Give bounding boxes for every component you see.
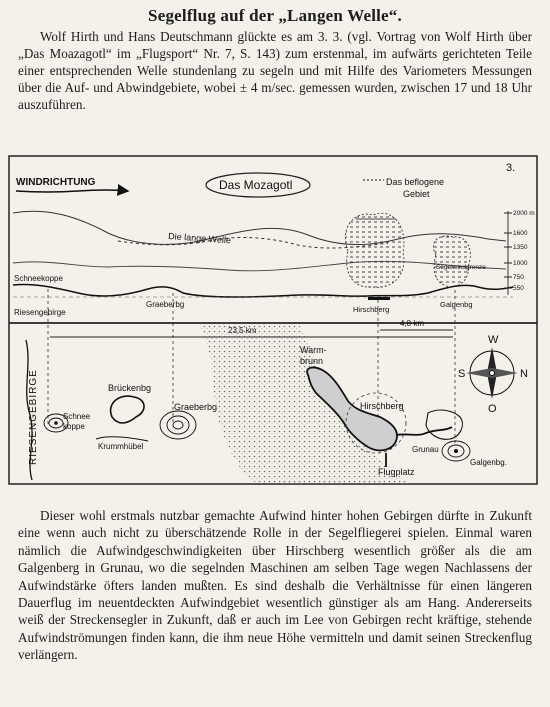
label-galgenbg-profile: Galgenbg [440, 300, 473, 309]
compass-s: O [488, 403, 497, 415]
wave-line-middle [13, 261, 506, 270]
label-krummhuebel: Krummhübel [98, 442, 144, 451]
label-lange-welle: Die lange Welle [167, 231, 232, 246]
wave-line-upper [13, 211, 506, 244]
altitude-2000: 2000 m [513, 210, 535, 217]
body-paragraph: Dieser wohl erstmals nutzbar gemachte Aufwind hinter hohen Gebirgen dürfte in Zukunft eine wenn auch nicht zu überschätzende Rolle in der Segelfliegerei spielen. Einmal waren nämlich die Aufwindgeschwindigkeiten über Hirschberg wesentlich größer als die am Galgenberg in Grunau, wo die segelnden Maschinen am selben Tage wegen Nachlassens der Aufwindstärke öfters landen mußten. Es sind deshalb die Verhältnisse für einen längeren Dauerflug im neuentdeckten Aufwindgebiet wesentlich günstiger als am Hang. Andererseits weiß der Streckensegler in Zukunft, daß er auch im Lee von Gebirgen recht kräftige, stehende Aufwindströmungen finden kann, die ihm neue Höhe vermitteln und damit seinen Streckenflug verlängern. [18, 508, 532, 663]
figure-lange-welle [8, 155, 538, 485]
label-graeberbg-profile: Graeberbg [146, 300, 185, 309]
label-beflogene-1: Das beflogene [386, 177, 445, 187]
label-grunau: Grunau [412, 445, 439, 454]
corner-mark: 3. [506, 162, 516, 174]
label-hirschberg-map: Hirschberg [360, 401, 404, 411]
label-riesengebirge-profile: Riesengebirge [14, 308, 66, 317]
updraft-zone-galgenberg [433, 236, 470, 287]
altitude-1350: 1350 [513, 244, 528, 251]
altitude-1600: 1600 [513, 230, 528, 237]
altitude-scale [504, 210, 535, 292]
wind-arrow [16, 190, 128, 192]
label-dist-short: 4,8 km [400, 319, 425, 328]
bruckenberg-outline [111, 396, 144, 423]
label-schneekoppe-profile: Schneekoppe [14, 274, 63, 283]
label-galgenbg-map: Galgenbg. [470, 458, 507, 467]
galgenberg-contours [442, 441, 470, 461]
graeberberg-contours [160, 411, 196, 439]
altitude-550: 550 [513, 285, 524, 292]
label-windrichtung: WINDRICHTUNG [16, 177, 96, 188]
river-bober [396, 427, 452, 435]
label-graeberbg-map: Graeberbg [174, 402, 218, 412]
label-hirschberg-profile: Hirschberg [353, 305, 390, 314]
label-warmbrunn-2: brunn [300, 356, 324, 366]
compass-n: W [488, 334, 499, 346]
hirschberg-marker [368, 297, 390, 300]
label-warmbrunn-1: Warm- [300, 345, 327, 355]
krummhuebel-road [96, 437, 148, 441]
compass-w: S [458, 368, 466, 380]
updraft-zone-hirschberg [345, 213, 404, 287]
grunau-outline [426, 410, 462, 439]
label-schneekoppe-map-2: koppe [63, 422, 85, 431]
article-title: Segelflug auf der „Langen Welle“. [148, 6, 402, 25]
intro-paragraph: Wolf Hirth und Hans Deutschmann glückte es am 3. 3. (vgl. Vortrag von Wolf Hirth über „Das Moazagotl“ im „Flugsport“ Nr. 7, S. 143) zum erstenmal, im aufwärts gerichteten Teile einer entsprechenden Welle stundenlang zu segeln und mit Hilfe des Variometers Messungen über die Auf- und Abwindgebiete, wobei ± 4 m/sec. gemessen wurden, zwischen 17 und 18 Uhr auszuführen. [18, 29, 532, 112]
altitude-750: 750 [513, 274, 524, 281]
label-schneekoppe-map-1: Schnee [63, 412, 91, 421]
label-riesengebirge-map: RIESENGEBIRGE [28, 369, 39, 465]
altitude-1000: 1000 [513, 260, 528, 267]
label-moazagotl: Das Mozagotl [219, 178, 293, 192]
label-segelwindgrenze: Segelwindgrenze [436, 264, 486, 271]
compass-o: N [520, 368, 528, 380]
label-beflogene-2: Gebiet [403, 189, 430, 199]
figure-drawing [8, 155, 538, 485]
compass-rose [466, 347, 518, 399]
label-flugplatz: Flugplatz [378, 467, 415, 477]
label-bruckenbg: Brückenbg [108, 383, 152, 393]
terrain-profile [13, 284, 513, 297]
